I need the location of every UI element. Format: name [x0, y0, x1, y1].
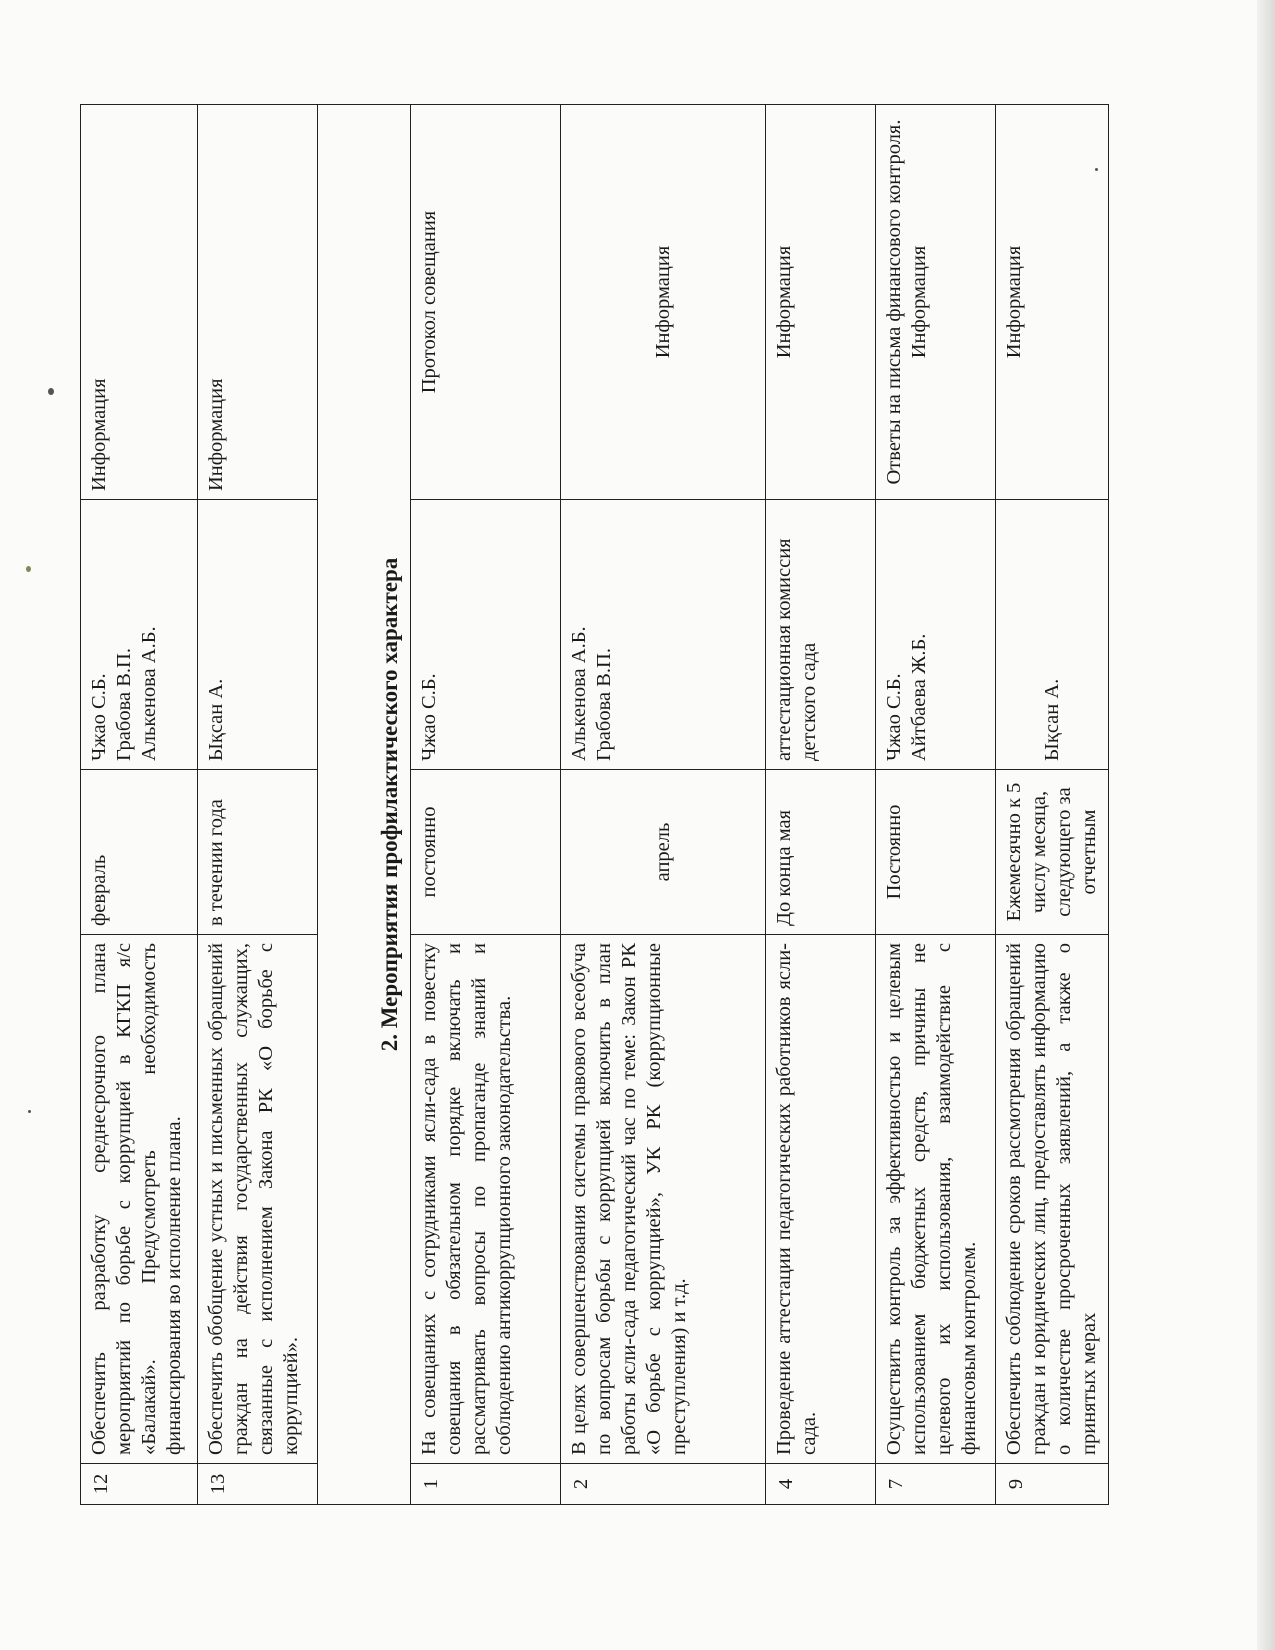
completion-form: Информация: [561, 105, 766, 500]
table-row: [876, 105, 996, 1505]
completion-form: Информация: [198, 105, 318, 500]
row-number: 2: [561, 1464, 766, 1505]
table-row: [81, 105, 198, 1505]
deadline: апрель: [561, 770, 766, 935]
measure-description: В целях совершенствования системы правового всеобуча по вопросам борьбы с коррупцией включить в план работы ясли-сада педагогический час по теме: Закон РК «О борьбе с коррупцией», УК РК (коррупционные преступления) и т.д.: [561, 935, 766, 1464]
deadline: постоянно: [411, 770, 561, 935]
responsible: Ықсан А.: [198, 500, 318, 770]
completion-form: Ответы на письма финансового контроля. Информация: [876, 105, 996, 500]
measure-description: Осуществить контроль за эффективностью и целевым использованием бюджетных средств, причины не целевого их использования, взаимодействие с финансовым контролем.: [876, 935, 996, 1464]
responsible: Ықсан А.: [996, 500, 1109, 770]
measure-description: Обеспечить разработку среднесрочного плана мероприятий по борьбе с коррупцией в КГКП я/с «Балакай». Предусмотреть необходимость финансирования во исполнение плана.: [81, 935, 198, 1464]
deadline: февраль: [81, 770, 198, 935]
table-row: [198, 105, 318, 1505]
row-number: 9: [996, 1464, 1109, 1505]
section-row: [318, 105, 411, 1505]
responsible: аттестационная комиссия детского сада: [766, 500, 876, 770]
row-number: 13: [198, 1464, 318, 1505]
row-number: 1: [411, 1464, 561, 1505]
deadline: в течении года: [198, 770, 318, 935]
responsible: Алькенова А.Б. Грабова В.П.: [561, 500, 766, 770]
table-row: [561, 105, 766, 1505]
measure-description: Обеспечить обобщение устных и письменных обращений граждан на действия государственных служащих, связанные с исполнением Закона РК «О борьбе с коррупцией».: [198, 935, 318, 1464]
measure-description: Проведение аттестации педагогических работников ясли-сада.: [766, 935, 876, 1464]
scan-speck: [26, 566, 31, 572]
deadline: Постоянно: [876, 770, 996, 935]
measure-description: На совещаниях с сотрудниками ясли-сада в повестку совещания в обязательном порядке включать и рассматривать вопросы по пропаганде знаний и соблюдению антикоррупционного законодательства.: [411, 935, 561, 1464]
rotated-table-page: [80, 105, 1270, 1505]
completion-form: Информация: [766, 105, 876, 500]
responsible: Чжао С.Б. Айтбаева Ж.Б.: [876, 500, 996, 770]
scan-speck: [28, 1110, 31, 1113]
scan-speck: [1095, 168, 1098, 171]
measure-description: Обеспечить соблюдение сроков рассмотрения обращений граждан и юридических лиц, предоставлять информацию о количестве просроченных заявлений, а также о принятых мерах: [996, 935, 1109, 1464]
completion-form: Информация: [81, 105, 198, 500]
row-number: 7: [876, 1464, 996, 1505]
completion-form: Протокол совещания: [411, 105, 561, 500]
row-number: 12: [81, 1464, 198, 1505]
section-title: 2. Мероприятия профилактического характера: [318, 105, 411, 1505]
anti-corruption-plan-table: [80, 104, 1109, 1505]
row-number: 4: [766, 1464, 876, 1505]
deadline: Ежемесячно к 5 числу месяца, следующего за отчетным: [996, 770, 1109, 935]
table-row: [411, 105, 561, 1505]
scan-speck: [48, 388, 54, 395]
table-row: [766, 105, 876, 1505]
completion-form: Информация: [996, 105, 1109, 500]
responsible: Чжао С.Б. Грабова В.П. Алькенова А.Б.: [81, 500, 198, 770]
table-row: [996, 105, 1109, 1505]
deadline: До конца мая: [766, 770, 876, 935]
responsible: Чжао С.Б.: [411, 500, 561, 770]
